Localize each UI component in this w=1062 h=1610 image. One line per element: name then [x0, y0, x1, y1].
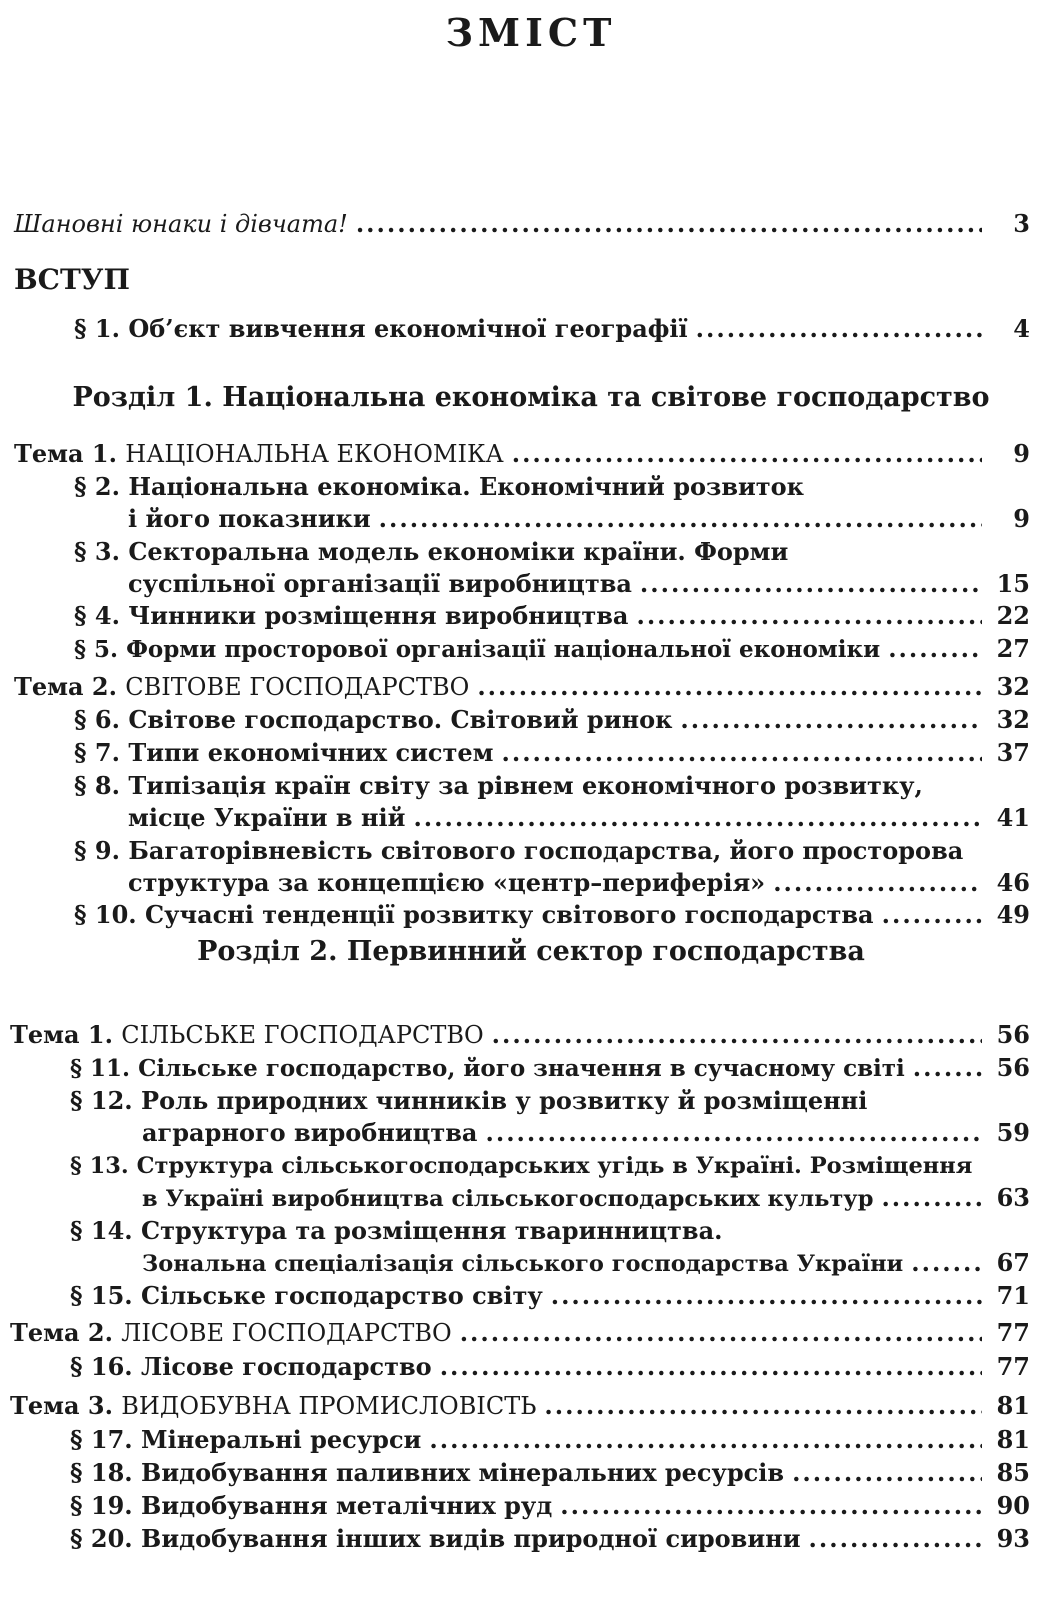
toc-entry-p18[interactable]: [70, 1457, 1030, 1489]
leader-dots: [911, 1247, 982, 1279]
toc-entry-p14-line2[interactable]: [142, 1247, 1030, 1279]
leader-dots: [560, 1490, 982, 1522]
leader-dots: [888, 633, 982, 665]
leader-dots: [477, 671, 982, 703]
toc-entry-text: Мінеральні ресурси: [141, 1425, 422, 1454]
leader-dots: [356, 208, 982, 240]
toc-entry-text: структура за концепцією «центр–периферія»: [128, 867, 773, 899]
toc-entry-p19[interactable]: [70, 1490, 1030, 1522]
toc-entry-text: НАЦІОНАЛЬНА ЕКОНОМІКА: [125, 440, 504, 468]
paragraph-number: § 13.: [70, 1153, 129, 1179]
page-number: 56: [996, 1020, 1030, 1049]
toc-entry-text: Роль природних чинників у розвитку й розміщенні: [141, 1086, 868, 1115]
toc-entry-p14-line1[interactable]: [70, 1215, 1030, 1247]
paragraph-number: § 20.: [70, 1524, 133, 1553]
page-number: 9: [1013, 439, 1030, 468]
toc-entry-text: СВІТОВЕ ГОСПОДАРСТВО: [125, 673, 470, 701]
leader-dots: [429, 1424, 982, 1456]
paragraph-number: § 16.: [70, 1352, 133, 1381]
toc-entry-p11[interactable]: [70, 1052, 1030, 1084]
paragraph-number: § 1.: [74, 314, 120, 343]
toc-entry-p1[interactable]: [74, 313, 1030, 345]
leader-dots: [881, 1182, 982, 1214]
tema-label: Тема 3.: [10, 1391, 113, 1420]
leader-dots: [485, 1117, 982, 1149]
page-number: 37: [996, 738, 1030, 767]
toc-entry-p13-line1[interactable]: [70, 1150, 1030, 1182]
toc-entry-text: Видобування інших видів природної сировини: [141, 1524, 801, 1553]
toc-entry-text: аграрного виробництва: [142, 1117, 485, 1149]
paragraph-number: § 17.: [70, 1425, 133, 1454]
toc-entry-text: Видобування паливних мінеральних ресурсів: [141, 1458, 785, 1487]
leader-dots: [512, 438, 982, 470]
toc-entry-p20[interactable]: [70, 1523, 1030, 1555]
toc-entry-text: Структура та розміщення тваринництва.: [141, 1216, 723, 1245]
tema-label: Тема 2.: [10, 1318, 113, 1347]
page-number: 67: [996, 1248, 1030, 1277]
paragraph-number: § 15.: [70, 1281, 133, 1310]
paragraph-number: § 6.: [74, 705, 120, 734]
page-number: 81: [996, 1425, 1030, 1454]
page-number: 4: [1013, 314, 1030, 343]
leader-dots: [551, 1280, 982, 1312]
toc-entry-text: Форми просторової організації національної економіки: [126, 636, 881, 663]
toc-entry-p7[interactable]: [74, 737, 1030, 769]
toc-entry-p9-line1[interactable]: [74, 835, 1030, 867]
toc-entry-s1-tema1[interactable]: [14, 438, 1030, 470]
toc-entry-p12-line2[interactable]: [142, 1117, 1030, 1149]
page-number: 77: [996, 1352, 1030, 1381]
toc-entry-p15[interactable]: [70, 1280, 1030, 1312]
toc-entry-p16[interactable]: [70, 1351, 1030, 1383]
heading-vstup: ВСТУП: [14, 263, 130, 296]
paragraph-number: § 7.: [74, 738, 120, 767]
toc-entry-p9-line2[interactable]: [128, 867, 1030, 899]
leader-dots: [640, 568, 982, 600]
paragraph-number: § 12.: [70, 1086, 133, 1115]
toc-entry-text: Структура сільськогосподарських угідь в Україні. Розміщення: [136, 1153, 973, 1179]
toc-entry-p10[interactable]: [74, 899, 1030, 931]
toc-entry-p12-line1[interactable]: [70, 1085, 1030, 1117]
toc-entry-text: місце України в ній: [128, 802, 413, 834]
toc-entry-s2-tema1[interactable]: [10, 1019, 1030, 1051]
toc-entry-p13-line2[interactable]: [142, 1182, 1030, 1214]
leader-dots: [440, 1351, 982, 1383]
toc-entry-p3-line1[interactable]: [74, 536, 1030, 568]
toc-entry-s2-tema2[interactable]: [10, 1317, 1030, 1349]
page-number: 32: [996, 672, 1030, 701]
section-heading-1: Розділ 1. Національна економіка та світове господарство: [72, 382, 990, 413]
toc-entry-p2-line1[interactable]: [74, 471, 1030, 503]
toc-entry-text: Сільське господарство світу: [141, 1281, 543, 1310]
leader-dots: [636, 600, 982, 632]
toc-entry-text: Чинники розміщення виробництва: [128, 601, 629, 630]
leader-dots: [492, 1019, 982, 1051]
toc-entry-p5[interactable]: [74, 633, 1030, 665]
toc-entry-p4[interactable]: [74, 600, 1030, 632]
page-number: 90: [996, 1491, 1030, 1520]
page-number: 93: [996, 1524, 1030, 1553]
leader-dots: [913, 1052, 982, 1084]
leader-dots: [501, 737, 982, 769]
page-number: 3: [1013, 209, 1030, 238]
toc-entry-s1-tema2[interactable]: [14, 671, 1030, 703]
page-number: 49: [996, 900, 1030, 929]
leader-dots: [680, 704, 982, 736]
toc-entry-text: Зональна спеціалізація сільського господарства України: [142, 1248, 911, 1280]
toc-entry-text: Сучасні тенденції розвитку світового господарства: [145, 900, 874, 929]
paragraph-number: § 10.: [74, 900, 137, 929]
toc-entry-text: Секторальна модель економіки країни. Форми: [128, 537, 789, 566]
toc-entry-text: ЛІСОВЕ ГОСПОДАРСТВО: [121, 1319, 452, 1347]
paragraph-number: § 8.: [74, 771, 120, 800]
paragraph-number: § 4.: [74, 601, 120, 630]
tema-label: Тема 1.: [10, 1020, 113, 1049]
page-number: 15: [996, 569, 1030, 598]
leader-dots: [696, 313, 982, 345]
toc-entry-text: Типи економічних систем: [128, 738, 494, 767]
page-number: 63: [996, 1183, 1030, 1212]
paragraph-number: § 9.: [74, 836, 120, 865]
leader-dots: [773, 867, 982, 899]
toc-entry-intro[interactable]: [14, 208, 1030, 240]
paragraph-number: § 5.: [74, 636, 119, 663]
page-number: 46: [996, 868, 1030, 897]
toc-entry-p2-line2[interactable]: [128, 503, 1030, 535]
section-heading-2: Розділ 2. Первинний сектор господарства: [197, 936, 865, 967]
page-number: 41: [996, 803, 1030, 832]
tema-label: Тема 1.: [14, 439, 117, 468]
toc-entry-p17[interactable]: [70, 1424, 1030, 1456]
leader-dots: [809, 1523, 982, 1555]
toc-entry-s2-tema3[interactable]: [10, 1390, 1030, 1422]
paragraph-number: § 19.: [70, 1491, 133, 1520]
paragraph-number: § 2.: [74, 472, 120, 501]
leader-dots: [544, 1390, 982, 1422]
paragraph-number: § 18.: [70, 1458, 133, 1487]
toc-entry-p8-line2[interactable]: [128, 802, 1030, 834]
toc-entry-p3-line2[interactable]: [128, 568, 1030, 600]
leader-dots: [792, 1457, 982, 1489]
toc-entry-text: Сільське господарство, його значення в сучасному світі: [138, 1055, 905, 1082]
toc-entry-text: Типізація країн світу за рівнем економічного розвитку,: [128, 771, 923, 800]
toc-entry-text: СІЛЬСЬКЕ ГОСПОДАРСТВО: [121, 1021, 484, 1049]
toc-entry-p8-line1[interactable]: [74, 770, 1030, 802]
toc-entry-text: Об’єкт вивчення економічної географії: [128, 314, 688, 343]
tema-label: Тема 2.: [14, 672, 117, 701]
paragraph-number: § 11.: [70, 1055, 131, 1082]
toc-entry-text: Багаторівневість світового господарства, його просторова: [128, 836, 964, 865]
toc-entry-text: Національна економіка. Економічний розвиток: [128, 472, 805, 501]
toc-entry-text: Лісове господарство: [141, 1352, 432, 1381]
page-number: 59: [996, 1118, 1030, 1147]
page-number: 22: [996, 601, 1030, 630]
page-number: 9: [1013, 504, 1030, 533]
toc-entry-text: Шановні юнаки і дівчата!: [14, 208, 356, 240]
toc-entry-text: в Україні виробництва сільськогосподарських культур: [142, 1183, 881, 1215]
paragraph-number: § 14.: [70, 1216, 133, 1245]
leader-dots: [413, 802, 982, 834]
page-number: 32: [996, 705, 1030, 734]
toc-entry-text: суспільної організації виробництва: [128, 568, 640, 600]
page-number: 77: [996, 1318, 1030, 1347]
page-number: 81: [996, 1391, 1030, 1420]
page-number: 27: [996, 634, 1030, 663]
page-number: 56: [996, 1053, 1030, 1082]
leader-dots: [460, 1317, 982, 1349]
page-number: 71: [996, 1281, 1030, 1310]
toc-entry-text: Видобування металічних руд: [141, 1491, 553, 1520]
toc-entry-p6[interactable]: [74, 704, 1030, 736]
toc-entry-text: Світове господарство. Світовий ринок: [128, 705, 673, 734]
page-title: ЗМІСТ: [445, 10, 617, 55]
leader-dots: [379, 503, 982, 535]
leader-dots: [882, 899, 982, 931]
paragraph-number: § 3.: [74, 537, 120, 566]
toc-entry-text: ВИДОБУВНА ПРОМИСЛОВІСТЬ: [121, 1392, 537, 1420]
toc-entry-text: і його показники: [128, 503, 379, 535]
page-number: 85: [996, 1458, 1030, 1487]
